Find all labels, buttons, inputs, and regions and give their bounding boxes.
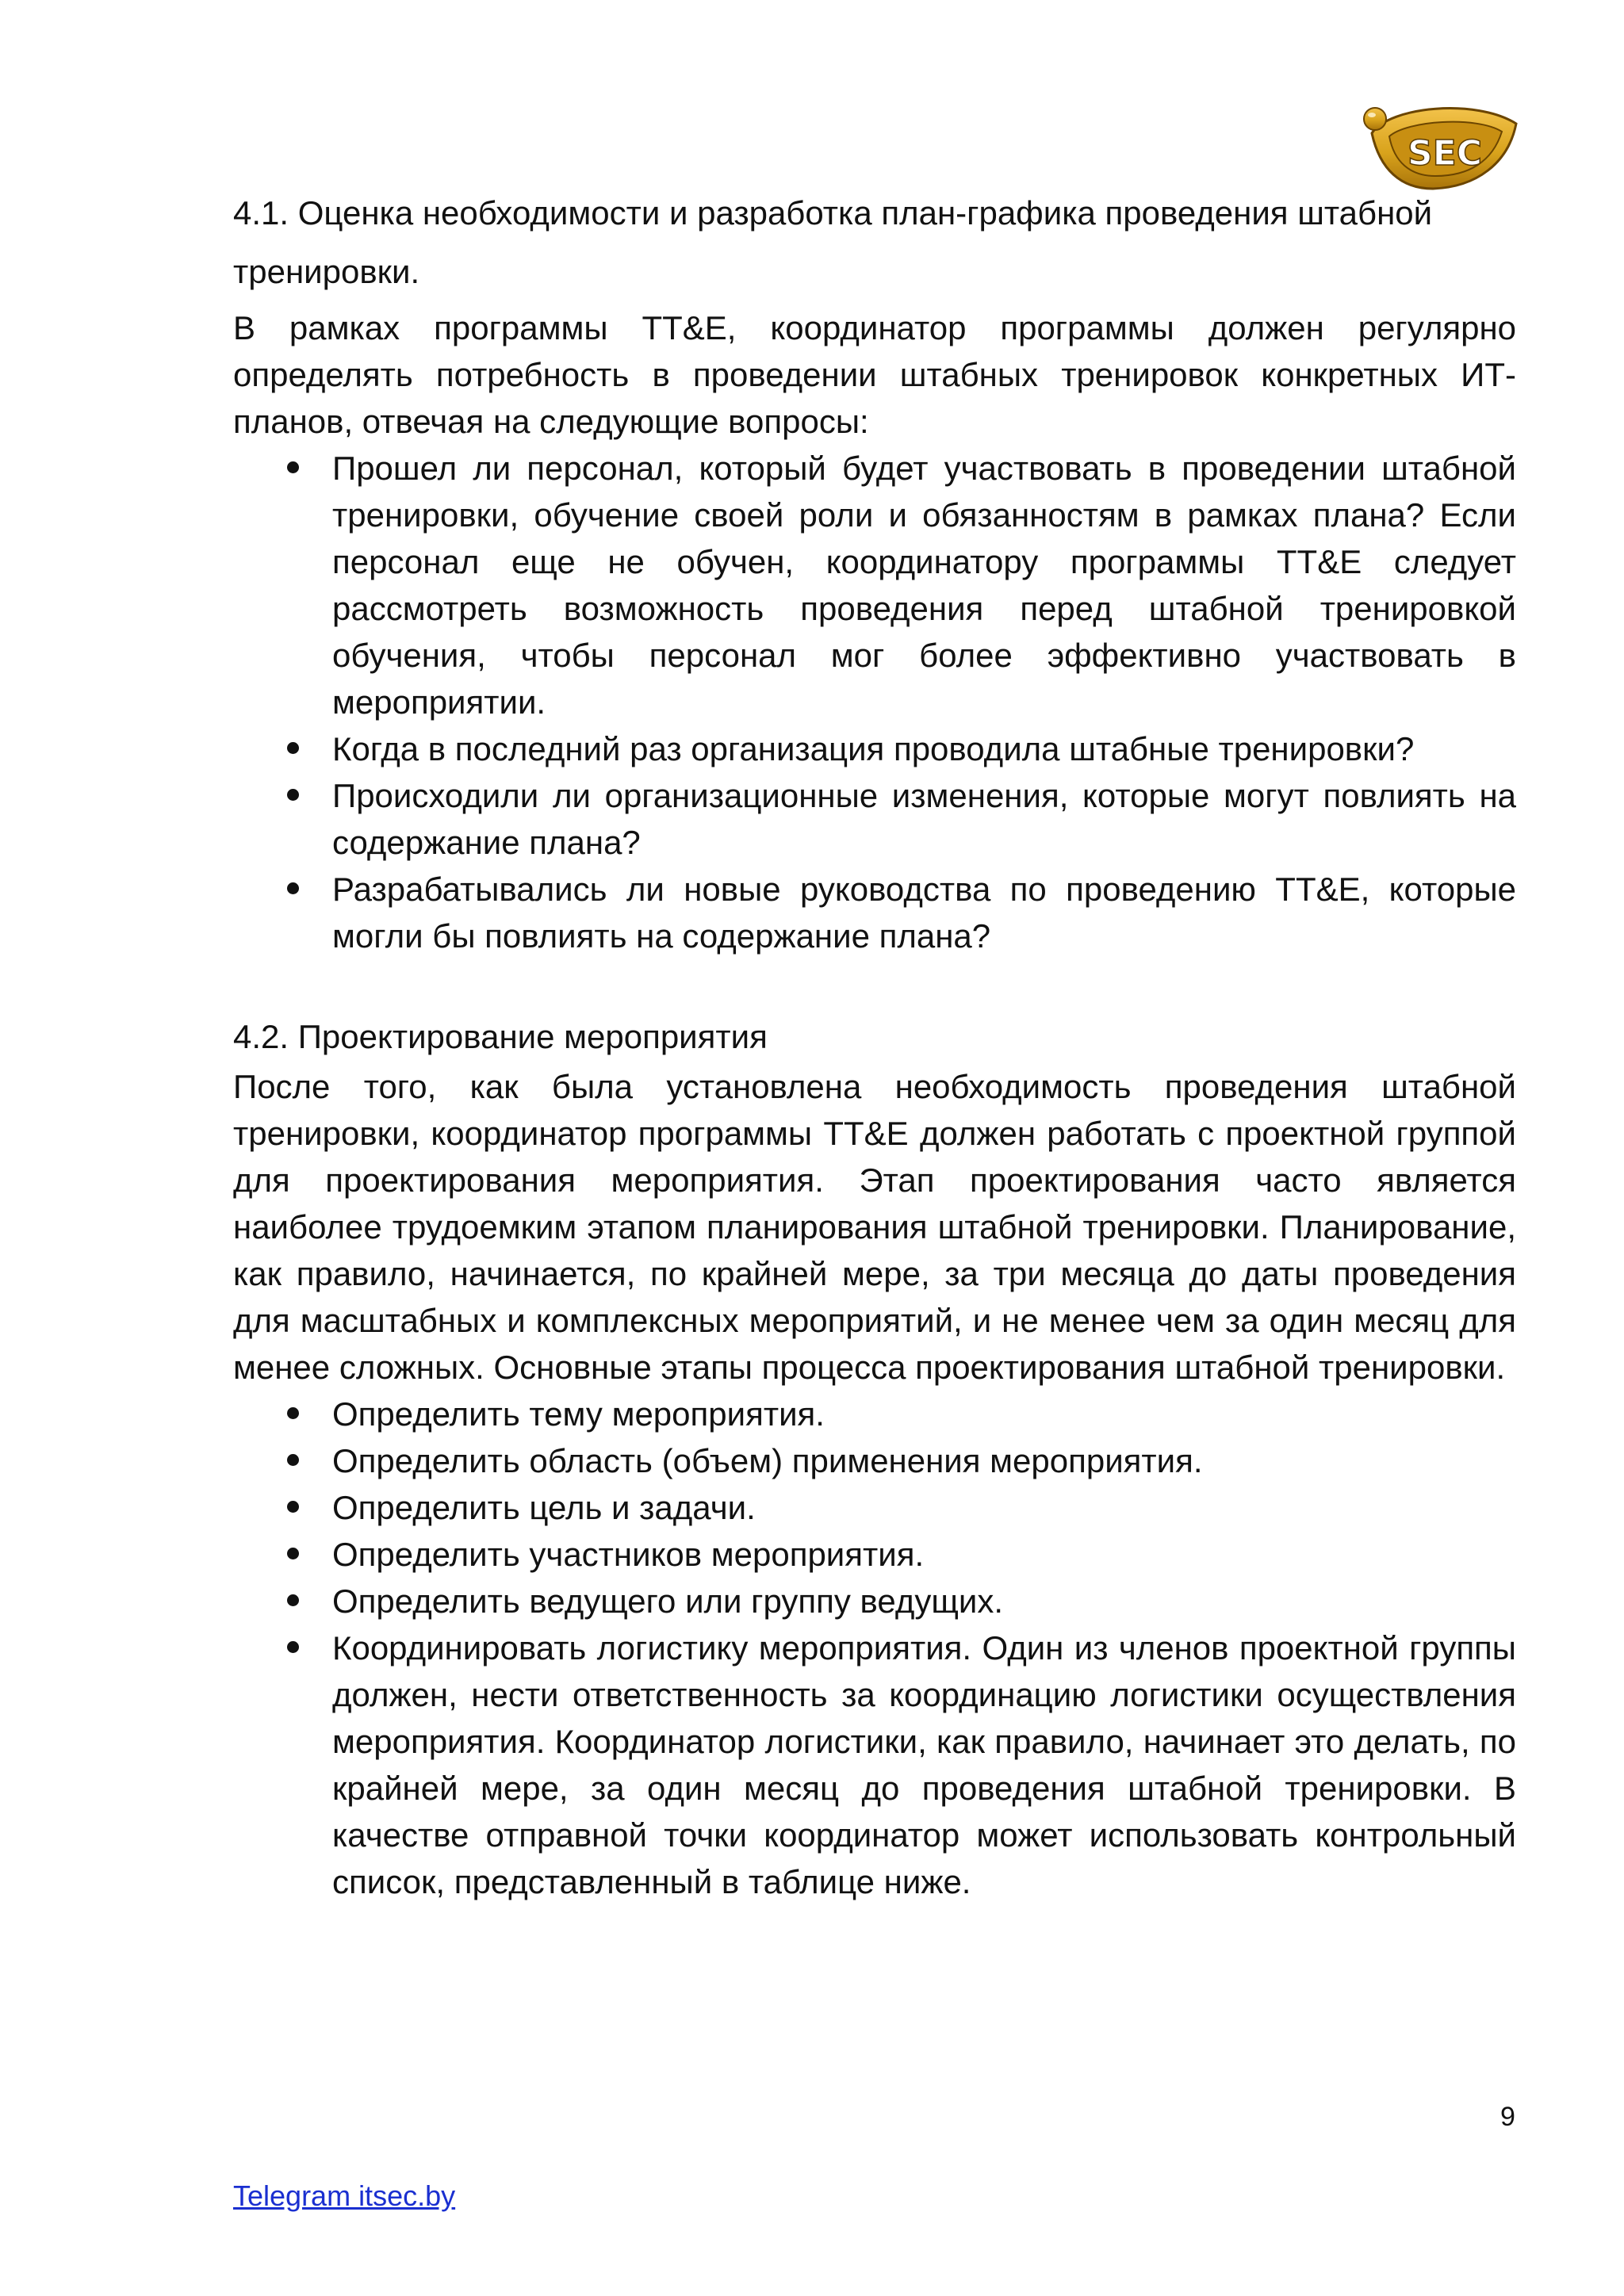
bullet-icon bbox=[287, 1501, 299, 1513]
list-item bbox=[332, 1578, 1516, 1624]
section-heading-4-1: 4.1. Оценка необходимости и разработка план-графика проведения штабной тренировки. bbox=[233, 194, 1433, 290]
bullet-icon bbox=[287, 1641, 299, 1653]
list-item-text: Определить ведущего или группу ведущих. bbox=[332, 1582, 1004, 1620]
list-item bbox=[332, 1624, 1516, 1905]
list-item bbox=[332, 772, 1516, 866]
list-item bbox=[332, 1437, 1516, 1484]
list-item bbox=[332, 725, 1516, 772]
telegram-footer-link[interactable]: Telegram itsec.by bbox=[233, 2179, 456, 2212]
bullet-icon bbox=[287, 1548, 299, 1559]
sec-logo bbox=[1358, 92, 1524, 195]
section-1-intro: В рамках программы TT&E, координатор программы должен регулярно определять потребность в проведении штабных тренировок конкретных ИТ-планов, отвечая на следующие вопросы: bbox=[233, 309, 1516, 440]
section-1-bullet-list bbox=[233, 445, 1516, 959]
bullet-icon bbox=[287, 461, 299, 473]
list-item bbox=[332, 1531, 1516, 1578]
list-item bbox=[332, 445, 1516, 725]
list-item-text: Разрабатывались ли новые руководства по проведению TT&E, которые могли бы повлиять на содержание плана? bbox=[332, 871, 1516, 955]
bullet-icon bbox=[287, 742, 299, 754]
page-number: 9 bbox=[1500, 2102, 1515, 2132]
bullet-icon bbox=[287, 882, 299, 894]
bullet-icon bbox=[287, 1454, 299, 1466]
bullet-icon bbox=[287, 789, 299, 801]
list-item-text: Происходили ли организационные изменения, которые могут повлиять на содержание плана? bbox=[332, 777, 1516, 861]
list-item-text: Определить область (объем) применения мероприятия. bbox=[332, 1442, 1203, 1479]
list-item-text: Прошел ли персонал, который будет участвовать в проведении штабной тренировки, обучение своей роли и обязанностям в рамках плана? Если персонал еще не обучен, координатору программы TT&E следует рассмотреть возможность проведения перед штабной тренировкой обучения, чтобы персонал мог более эффективно участвовать в мероприятии. bbox=[332, 450, 1516, 721]
list-item bbox=[332, 1484, 1516, 1531]
list-item bbox=[332, 866, 1516, 959]
section-2-bullet-list bbox=[233, 1391, 1516, 1905]
section-2-intro: После того, как была установлена необходимость проведения штабной тренировки, координатор программы TT&E должен работать с проектной группой для проектирования мероприятия. Этап проектирования часто является наиболее трудоемким этапом планирования штабной тренировки. Планирование, как правило, начинается, по крайней мере, за три месяца до даты проведения для масштабных и комплексных мероприятий, и не менее чем за один месяц для менее сложных. Основные этапы процесса проектирования штабной тренировки. bbox=[233, 1068, 1516, 1386]
logo-text: SEC bbox=[1407, 133, 1483, 174]
bullet-icon bbox=[287, 1594, 299, 1606]
list-item-text: Определить тему мероприятия. bbox=[332, 1395, 825, 1433]
bullet-icon bbox=[287, 1407, 299, 1419]
list-item-text: Координировать логистику мероприятия. Один из членов проектной группы должен, нести ответственность за координацию логистики осуществления мероприятия. Координатор логистики, как правило, начинает это делать, по крайней мере, за один месяц до проведения штабной тренировки. В качестве отправной точки координатор может использовать контрольный список, представленный в таблице ниже. bbox=[332, 1629, 1516, 1900]
list-item bbox=[332, 1391, 1516, 1437]
document-body bbox=[233, 184, 1516, 1905]
list-item-text: Определить цель и задачи. bbox=[332, 1489, 756, 1526]
list-item-text: Определить участников мероприятия. bbox=[332, 1536, 925, 1573]
section-heading-4-2: 4.2. Проектирование мероприятия bbox=[233, 1018, 768, 1055]
list-item-text: Когда в последний раз организация проводила штабные тренировки? bbox=[332, 730, 1415, 767]
